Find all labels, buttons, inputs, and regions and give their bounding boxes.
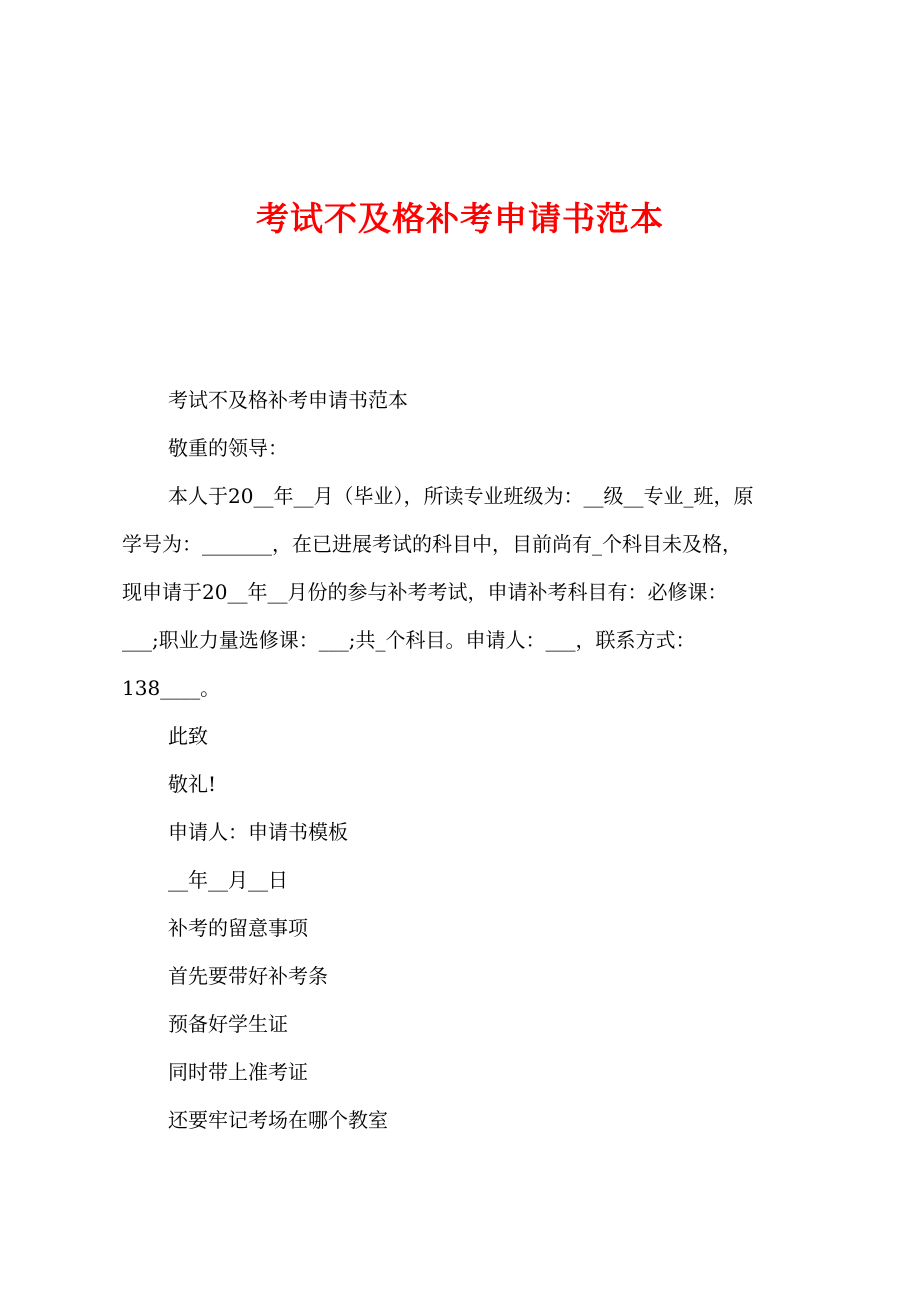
closing-line: 敬礼! xyxy=(168,772,217,796)
document-body xyxy=(122,376,802,1144)
applicant-line: 申请人：申请书模板 xyxy=(168,820,348,844)
document-title: 考试不及格补考申请书范本 xyxy=(256,199,664,238)
paragraph-line: 现申请于20__年__月份的参与补考考试，申请补考科目有：必修课： xyxy=(122,580,728,604)
notes-heading: 补考的留意事项 xyxy=(168,916,308,940)
paragraph-line: 本人于20__年__月（毕业），所读专业班级为：__级__专业_班，原 xyxy=(168,484,754,508)
note-item: 预备好学生证 xyxy=(168,1012,288,1036)
note-item: 同时带上准考证 xyxy=(168,1060,308,1084)
closing-line: 此致 xyxy=(168,724,208,748)
note-item: 还要牢记考场在哪个教室 xyxy=(168,1108,388,1132)
body-heading: 考试不及格补考申请书范本 xyxy=(168,388,408,412)
paragraph-line: 138____。 xyxy=(122,676,221,700)
salutation: 敬重的领导： xyxy=(168,436,288,460)
paragraph-line: 学号为：_______，在已进展考试的科目中，目前尚有_个科目未及格， xyxy=(122,532,742,556)
date-line: __年__月__日 xyxy=(168,868,288,892)
paragraph-line: ___;职业力量选修课：___;共_个科目。申请人：___，联系方式： xyxy=(122,628,696,652)
note-item: 首先要带好补考条 xyxy=(168,964,328,988)
